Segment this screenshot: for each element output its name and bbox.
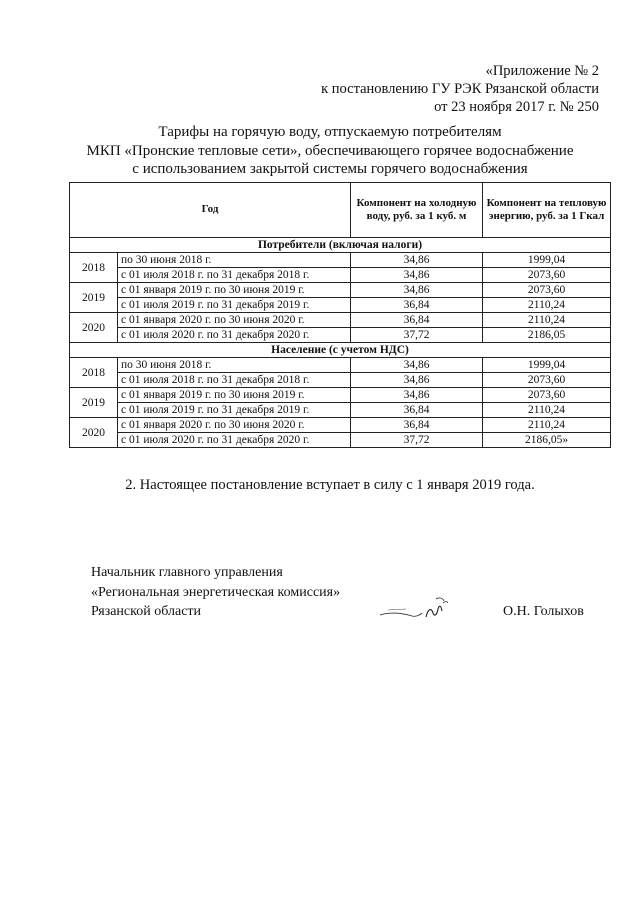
effective-date-note: 2. Настоящее постановление вступает в силу с 1 января 2019 года. [125, 477, 535, 493]
table-row [70, 388, 611, 403]
heat-energy-cell: 2110,24 [483, 298, 611, 313]
header-heat-energy: Компонент на тепловую энергию, руб. за 1 Гкал [483, 183, 611, 238]
heat-energy-cell: 2110,24 [483, 403, 611, 418]
period-cell: с 01 января 2020 г. по 30 июня 2020 г. [118, 418, 351, 433]
cold-water-cell: 34,86 [351, 358, 483, 373]
tariffs-table [69, 182, 611, 448]
table-row [70, 298, 611, 313]
handwritten-signature [376, 585, 456, 625]
signer-line-2: «Региональная энергетическая комиссия» [91, 584, 341, 600]
signer-block [91, 563, 340, 622]
section-label: Потребители (включая налоги) [70, 238, 611, 253]
heat-energy-cell: 2186,05» [483, 433, 611, 448]
period-cell: по 30 июня 2018 г. [118, 253, 351, 268]
period-cell: с 01 июля 2019 г. по 31 декабря 2019 г. [118, 298, 351, 313]
table-row [70, 418, 611, 433]
header-cold-water: Компонент на холодную воду, руб. за 1 куб. м [351, 183, 483, 238]
cold-water-cell: 34,86 [351, 373, 483, 388]
table-row [70, 268, 611, 283]
year-cell: 2019 [70, 283, 118, 313]
appendix-line-3: от 23 ноября 2017 г. № 250 [434, 99, 599, 115]
year-cell: 2020 [70, 313, 118, 343]
period-cell: с 01 января 2019 г. по 30 июня 2019 г. [118, 388, 351, 403]
table-row [70, 283, 611, 298]
heat-energy-cell: 2110,24 [483, 313, 611, 328]
appendix-line-1: «Приложение № 2 [485, 63, 599, 79]
signer-line-1: Начальник главного управления [91, 565, 283, 580]
period-cell: с 01 января 2020 г. по 30 июня 2020 г. [118, 313, 351, 328]
cold-water-cell: 34,86 [351, 388, 483, 403]
heat-energy-cell: 2110,24 [483, 418, 611, 433]
signer-name: О.Н. Голыхов [503, 604, 584, 619]
title-line-1: Тарифы на горячую воду, отпускаемую потребителям [158, 124, 502, 140]
header-year: Год [70, 183, 351, 238]
heat-energy-cell: 1999,04 [483, 358, 611, 373]
heat-energy-cell: 2073,60 [483, 283, 611, 298]
period-cell: с 01 июля 2018 г. по 31 декабря 2018 г. [118, 268, 351, 283]
appendix-line-2: к постановлению ГУ РЭК Рязанской области [321, 81, 599, 97]
section-row-population [70, 343, 611, 358]
cold-water-cell: 37,72 [351, 433, 483, 448]
table-header-row [70, 183, 611, 238]
year-cell: 2018 [70, 358, 118, 388]
period-cell: по 30 июня 2018 г. [118, 358, 351, 373]
table-row [70, 433, 611, 448]
cold-water-cell: 34,86 [351, 283, 483, 298]
year-cell: 2020 [70, 418, 118, 448]
table-row [70, 328, 611, 343]
appendix-header [321, 62, 599, 116]
section-row-consumers [70, 238, 611, 253]
title-line-3: с использованием закрытой системы горячего водоснабжения [132, 161, 528, 177]
period-cell: с 01 января 2019 г. по 30 июня 2019 г. [118, 283, 351, 298]
heat-energy-cell: 2073,60 [483, 388, 611, 403]
cold-water-cell: 36,84 [351, 313, 483, 328]
table-row [70, 373, 611, 388]
cold-water-cell: 36,84 [351, 298, 483, 313]
period-cell: с 01 июля 2018 г. по 31 декабря 2018 г. [118, 373, 351, 388]
cold-water-cell: 34,86 [351, 268, 483, 283]
heat-energy-cell: 2073,60 [483, 373, 611, 388]
cold-water-cell: 34,86 [351, 253, 483, 268]
period-cell: с 01 июля 2020 г. по 31 декабря 2020 г. [118, 433, 351, 448]
document-title [60, 123, 600, 179]
year-cell: 2019 [70, 388, 118, 418]
table-row [70, 253, 611, 268]
heat-energy-cell: 2073,60 [483, 268, 611, 283]
title-line-2: МКП «Пронские тепловые сети», обеспечивающего горячее водоснабжение [86, 142, 574, 159]
year-cell: 2018 [70, 253, 118, 283]
signer-line-3: Рязанской области [91, 604, 202, 619]
period-cell: с 01 июля 2020 г. по 31 декабря 2020 г. [118, 328, 351, 343]
table-row [70, 403, 611, 418]
heat-energy-cell: 2186,05 [483, 328, 611, 343]
cold-water-cell: 37,72 [351, 328, 483, 343]
table-row [70, 358, 611, 373]
cold-water-cell: 36,84 [351, 403, 483, 418]
cold-water-cell: 36,84 [351, 418, 483, 433]
table-row [70, 313, 611, 328]
period-cell: с 01 июля 2019 г. по 31 декабря 2019 г. [118, 403, 351, 418]
heat-energy-cell: 1999,04 [483, 253, 611, 268]
section-label: Население (с учетом НДС) [70, 343, 611, 358]
